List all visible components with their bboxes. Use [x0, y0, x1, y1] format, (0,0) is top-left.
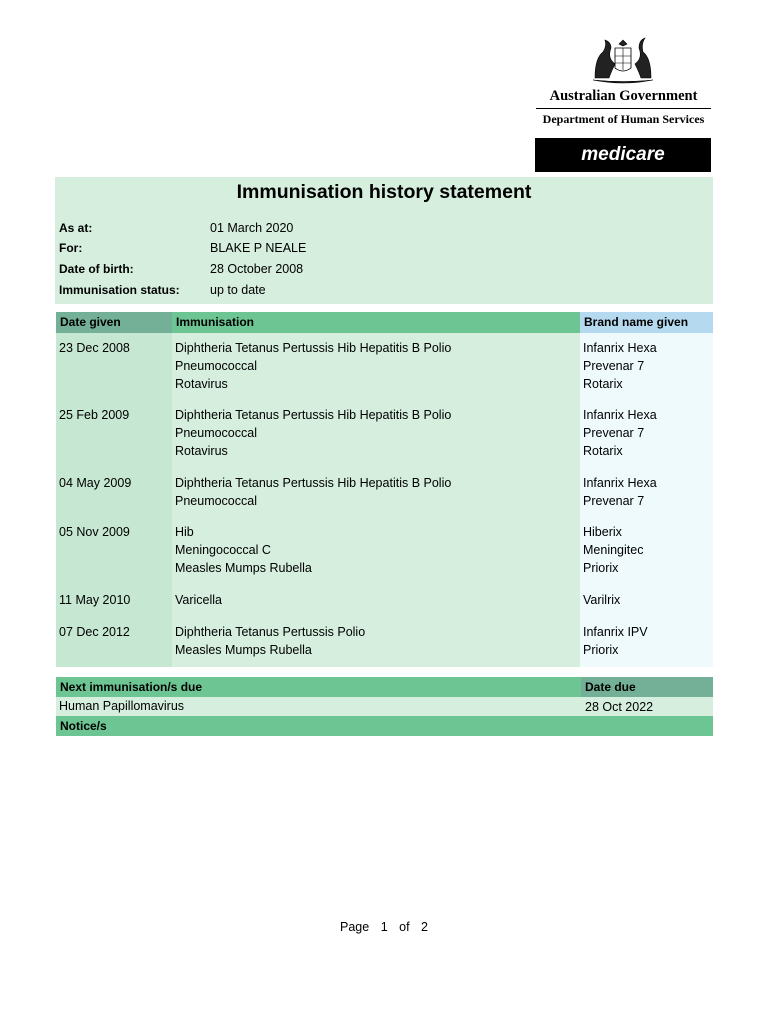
immunisation-name: Pneumococcal: [175, 359, 257, 373]
as-at-label: As at:: [59, 221, 93, 235]
immunisation-name: Diphtheria Tetanus Pertussis Hib Hepatitis B Polio: [175, 408, 452, 422]
page-number: 1: [380, 920, 388, 934]
patient-name: BLAKE P NEALE: [210, 241, 307, 255]
page-total: 2: [421, 920, 428, 934]
brand-name: Varilrix: [583, 593, 621, 607]
dob-label: Date of birth:: [59, 262, 134, 276]
brand-name: Prevenar 7: [583, 426, 645, 440]
as-at-value: 01 March 2020: [210, 221, 294, 235]
header-brand-name: Brand name given: [580, 312, 713, 333]
date-given: 11 May 2010: [59, 593, 131, 607]
immunisation-name: Pneumococcal: [175, 426, 257, 440]
next-due-row: [56, 697, 713, 716]
immunisation-name: Diphtheria Tetanus Pertussis Hib Hepatitis B Polio: [175, 341, 452, 355]
immunisation-name: Measles Mumps Rubella: [175, 643, 312, 657]
date-given: 04 May 2009: [59, 476, 132, 490]
department-name: Department of Human Services: [542, 112, 705, 126]
of-label: of: [399, 920, 410, 934]
brand-name: Prevenar 7: [583, 359, 645, 373]
brand-name: Priorix: [583, 561, 619, 575]
header-date-due: Date due: [581, 677, 713, 697]
status-value: up to date: [210, 283, 266, 297]
brand-name: Meningitec: [583, 543, 644, 557]
brand-name: Prevenar 7: [583, 494, 645, 508]
next-immunisation-name: Human Papillomavirus: [59, 699, 185, 713]
immunisation-name: Rotavirus: [175, 444, 228, 458]
immunisation-name: Pneumococcal: [175, 494, 257, 508]
brand-name: Infanrix IPV: [583, 625, 648, 639]
header-date-given: Date given: [56, 312, 172, 333]
date-given: 07 Dec 2012: [59, 625, 130, 639]
statement-header: [55, 177, 713, 304]
immunisation-name: Hib: [175, 525, 194, 539]
next-immunisation-date: 28 Oct 2022: [585, 700, 654, 714]
brand-name: Priorix: [583, 643, 619, 657]
header-immunisation: Immunisation: [172, 312, 580, 333]
brand-name: Hiberix: [583, 525, 622, 539]
date-given: 23 Dec 2008: [59, 341, 130, 355]
notices-header: Notice/s: [56, 716, 713, 736]
dob-value: 28 October 2008: [210, 262, 304, 276]
for-label: For:: [59, 241, 83, 255]
date-column: [56, 333, 172, 667]
brand-name: Infanrix Hexa: [583, 408, 657, 422]
status-label: Immunisation status:: [59, 283, 180, 297]
page-label: Page: [340, 920, 370, 934]
immunisation-name: Measles Mumps Rubella: [175, 561, 312, 575]
immunisation-name: Diphtheria Tetanus Pertussis Hib Hepatitis B Polio: [175, 476, 452, 490]
date-given: 05 Nov 2009: [59, 525, 130, 539]
page-title: Immunisation history statement: [236, 181, 532, 203]
immunisation-name: Rotavirus: [175, 377, 228, 391]
date-given: 25 Feb 2009: [59, 408, 130, 422]
brand-name: Rotarix: [583, 444, 623, 458]
medicare-logo: medicare: [535, 138, 711, 172]
immunisation-name: Varicella: [175, 593, 223, 607]
page-indicator: [0, 920, 768, 934]
immunisation-name: Meningococcal C: [175, 543, 271, 557]
letterhead-divider: [536, 108, 711, 109]
immunisation-name: Diphtheria Tetanus Pertussis Polio: [175, 625, 366, 639]
brand-name: Infanrix Hexa: [583, 341, 657, 355]
government-name: Australian Government: [549, 88, 698, 104]
header-next-due: Next immunisation/s due: [56, 677, 581, 697]
commonwealth-coat-of-arms-icon: [585, 34, 661, 86]
brand-name: Infanrix Hexa: [583, 476, 657, 490]
brand-name: Rotarix: [583, 377, 623, 391]
